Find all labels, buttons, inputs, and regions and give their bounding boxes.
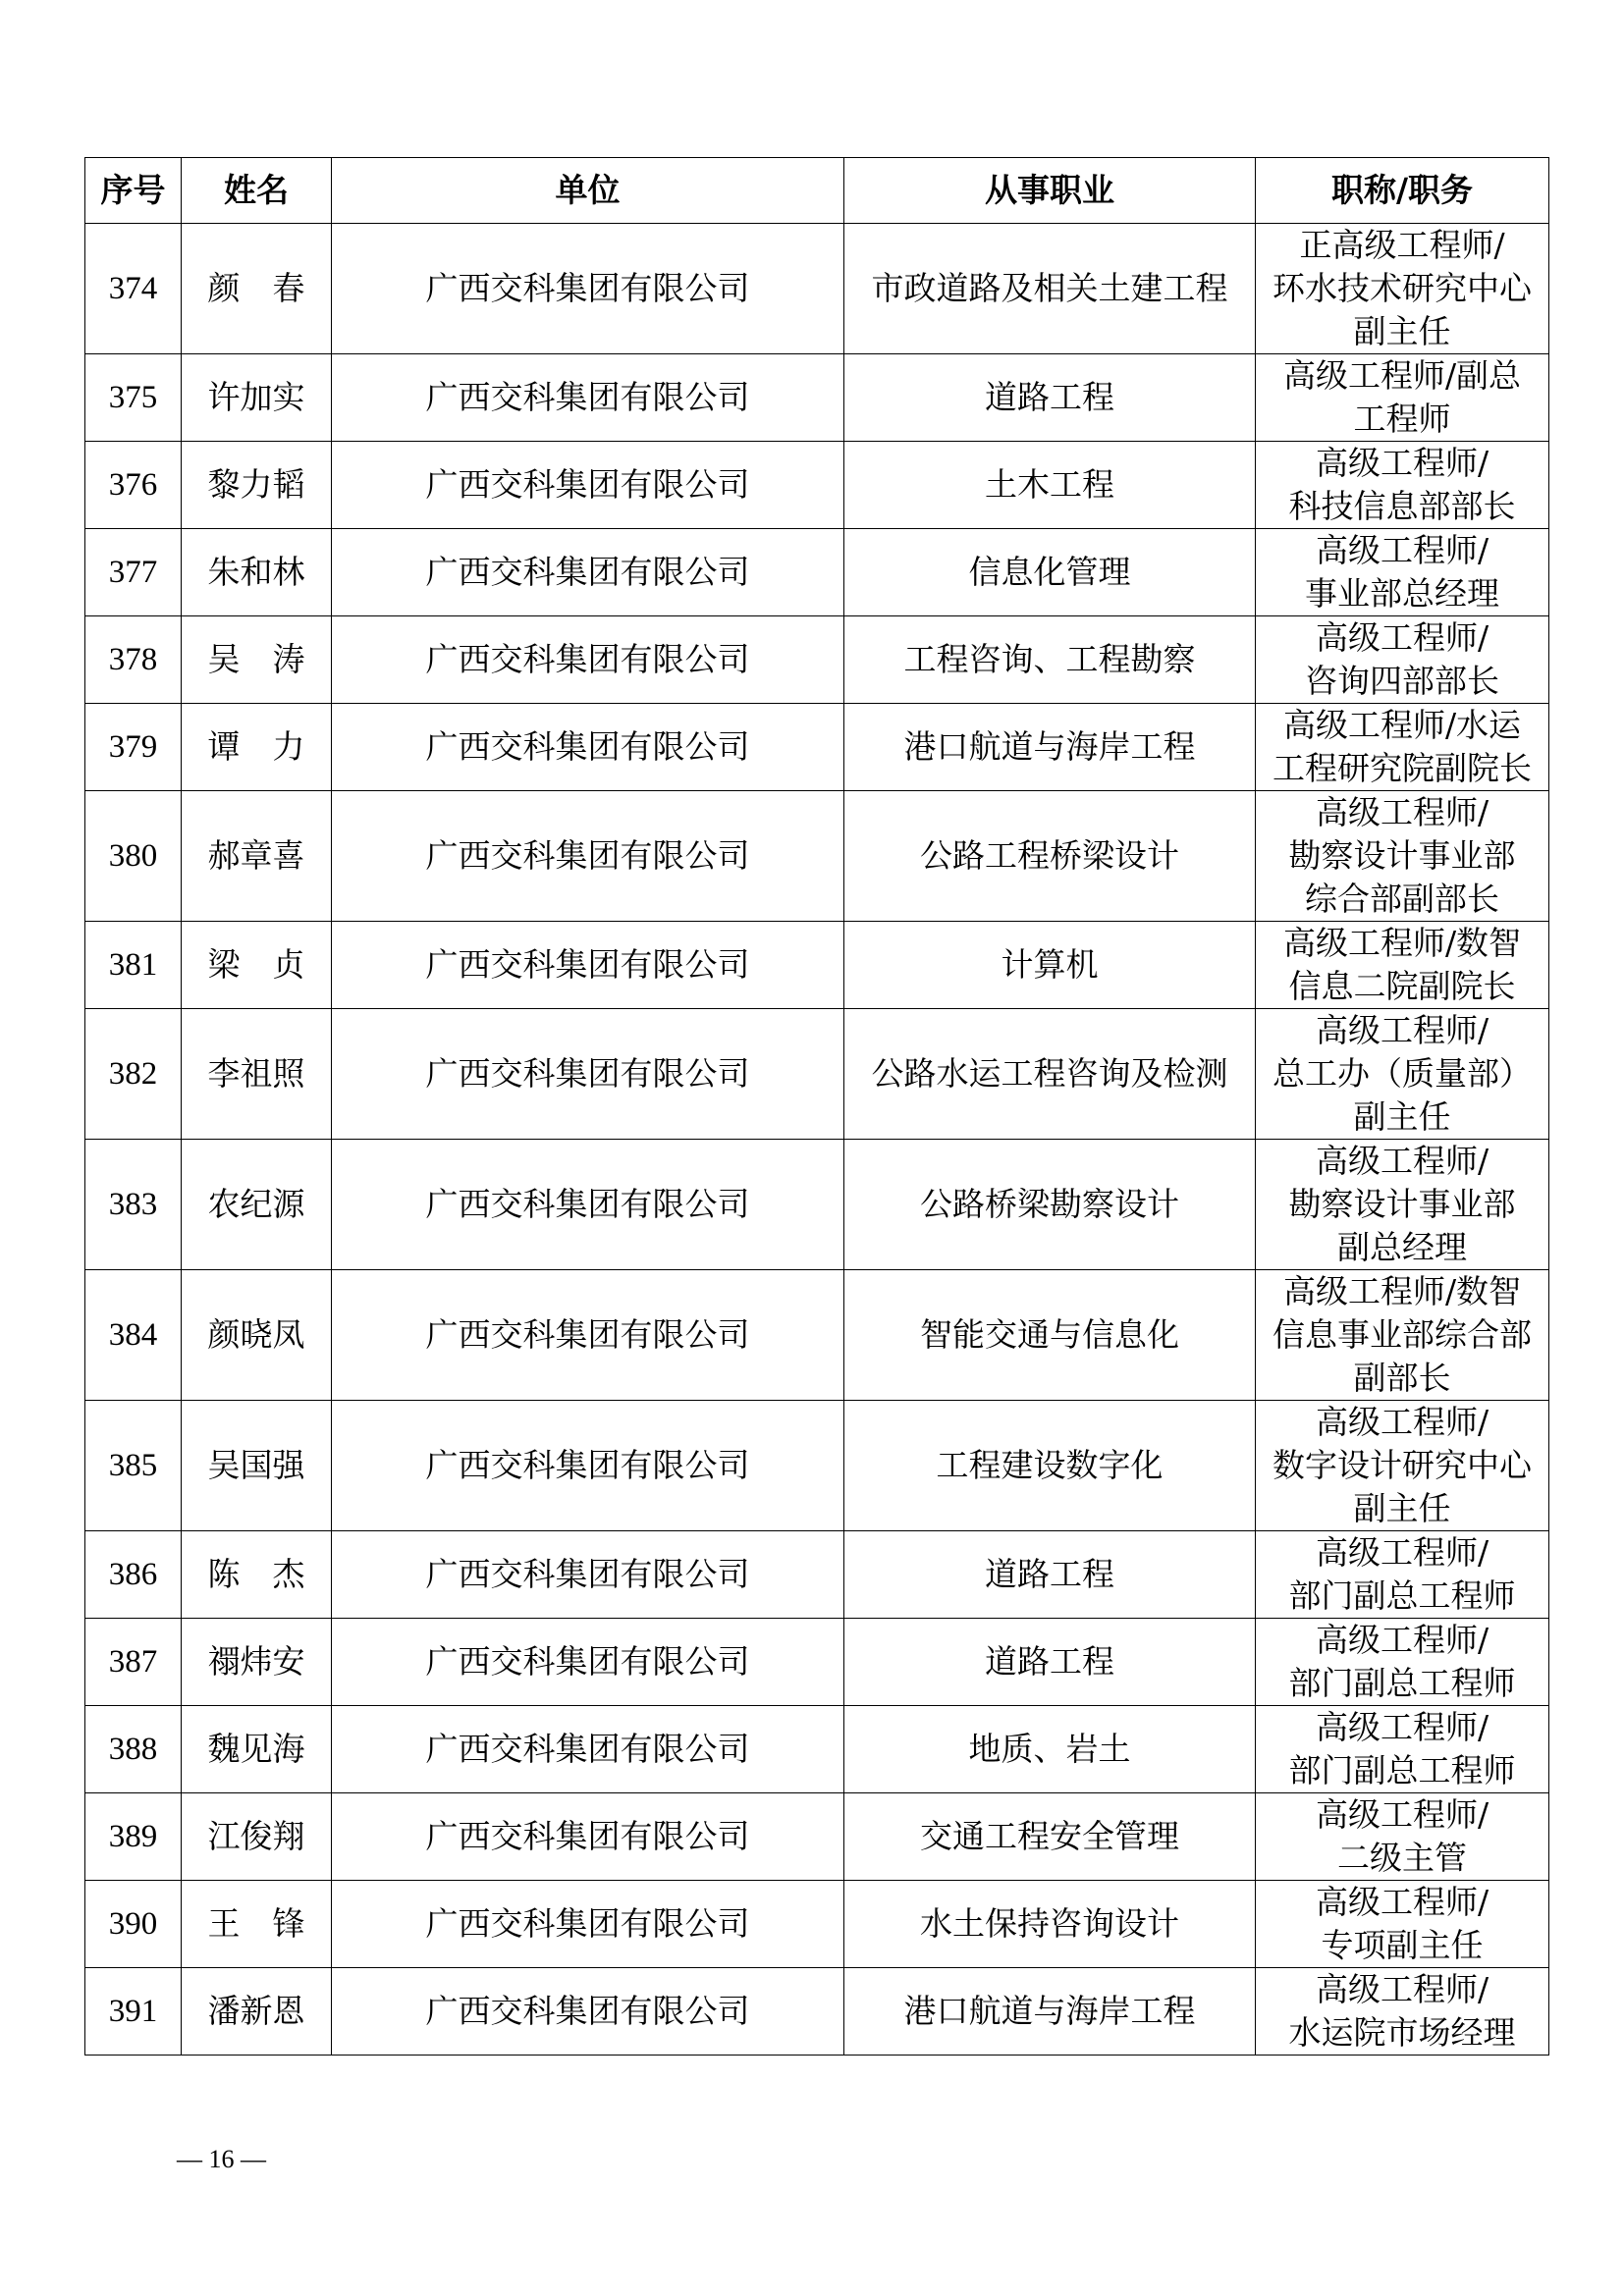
cell-unit: 广西交科集团有限公司 [332,224,844,354]
cell-number: 378 [85,616,182,704]
cell-unit: 广西交科集团有限公司 [332,529,844,616]
cell-title: 高级工程师/ 部门副总工程师 [1256,1531,1549,1619]
cell-title: 高级工程师/副总 工程师 [1256,354,1549,442]
cell-occupation: 地质、岩土 [844,1706,1256,1793]
page-number: — 16 — [177,2145,266,2173]
cell-name: 禤炜安 [182,1619,332,1706]
cell-name: 郝章喜 [182,791,332,922]
cell-occupation: 交通工程安全管理 [844,1793,1256,1881]
cell-title: 高级工程师/ 事业部总经理 [1256,529,1549,616]
cell-unit: 广西交科集团有限公司 [332,1009,844,1140]
cell-number: 383 [85,1140,182,1270]
cell-occupation: 计算机 [844,922,1256,1009]
cell-number: 386 [85,1531,182,1619]
cell-name: 吴国强 [182,1401,332,1531]
cell-occupation: 港口航道与海岸工程 [844,704,1256,791]
cell-occupation: 市政道路及相关土建工程 [844,224,1256,354]
table-row [85,1140,1549,1270]
cell-name: 陈 杰 [182,1531,332,1619]
personnel-table [84,157,1549,2056]
cell-title: 高级工程师/ 二级主管 [1256,1793,1549,1881]
cell-occupation: 水土保持咨询设计 [844,1881,1256,1968]
cell-occupation: 港口航道与海岸工程 [844,1968,1256,2056]
cell-name: 王 锋 [182,1881,332,1968]
cell-unit: 广西交科集团有限公司 [332,1401,844,1531]
cell-title: 正高级工程师/ 环水技术研究中心 副主任 [1256,224,1549,354]
cell-title: 高级工程师/ 勘察设计事业部 副总经理 [1256,1140,1549,1270]
cell-number: 375 [85,354,182,442]
cell-name: 江俊翔 [182,1793,332,1881]
header-name: 姓名 [182,158,332,224]
table-row [85,1401,1549,1531]
cell-occupation: 智能交通与信息化 [844,1270,1256,1401]
cell-unit: 广西交科集团有限公司 [332,791,844,922]
cell-number: 374 [85,224,182,354]
cell-occupation: 土木工程 [844,442,1256,529]
cell-title: 高级工程师/ 总工办（质量部） 副主任 [1256,1009,1549,1140]
cell-unit: 广西交科集团有限公司 [332,442,844,529]
cell-name: 黎力韬 [182,442,332,529]
cell-occupation: 信息化管理 [844,529,1256,616]
table-row [85,922,1549,1009]
table-row [85,529,1549,616]
cell-title: 高级工程师/ 数字设计研究中心 副主任 [1256,1401,1549,1531]
cell-title: 高级工程师/ 咨询四部部长 [1256,616,1549,704]
cell-occupation: 道路工程 [844,1531,1256,1619]
cell-name: 许加实 [182,354,332,442]
cell-number: 382 [85,1009,182,1140]
cell-unit: 广西交科集团有限公司 [332,1531,844,1619]
table-row [85,1009,1549,1140]
cell-number: 387 [85,1619,182,1706]
cell-name: 农纪源 [182,1140,332,1270]
cell-number: 376 [85,442,182,529]
cell-occupation: 公路水运工程咨询及检测 [844,1009,1256,1140]
header-unit: 单位 [332,158,844,224]
cell-name: 魏见海 [182,1706,332,1793]
table-row [85,442,1549,529]
cell-number: 388 [85,1706,182,1793]
header-occupation: 从事职业 [844,158,1256,224]
cell-title: 高级工程师/数智 信息事业部综合部 副部长 [1256,1270,1549,1401]
cell-name: 颜 春 [182,224,332,354]
cell-number: 379 [85,704,182,791]
table-row [85,1619,1549,1706]
cell-title: 高级工程师/ 部门副总工程师 [1256,1619,1549,1706]
table-header-row [85,158,1549,224]
cell-number: 390 [85,1881,182,1968]
cell-name: 吴 涛 [182,616,332,704]
table-row [85,1881,1549,1968]
cell-occupation: 道路工程 [844,354,1256,442]
cell-unit: 广西交科集团有限公司 [332,354,844,442]
cell-title: 高级工程师/数智 信息二院副院长 [1256,922,1549,1009]
cell-title: 高级工程师/ 水运院市场经理 [1256,1968,1549,2056]
cell-name: 潘新恩 [182,1968,332,2056]
cell-unit: 广西交科集团有限公司 [332,1706,844,1793]
cell-unit: 广西交科集团有限公司 [332,1881,844,1968]
table-row [85,224,1549,354]
table-row [85,1270,1549,1401]
cell-unit: 广西交科集团有限公司 [332,1968,844,2056]
header-number: 序号 [85,158,182,224]
cell-occupation: 道路工程 [844,1619,1256,1706]
cell-number: 389 [85,1793,182,1881]
cell-name: 朱和林 [182,529,332,616]
cell-title: 高级工程师/水运 工程研究院副院长 [1256,704,1549,791]
cell-name: 李祖照 [182,1009,332,1140]
cell-occupation: 公路桥梁勘察设计 [844,1140,1256,1270]
table-row [85,616,1549,704]
table-row [85,354,1549,442]
table-row [85,1706,1549,1793]
cell-occupation: 公路工程桥梁设计 [844,791,1256,922]
cell-title: 高级工程师/ 专项副主任 [1256,1881,1549,1968]
cell-number: 384 [85,1270,182,1401]
cell-number: 381 [85,922,182,1009]
cell-number: 385 [85,1401,182,1531]
cell-number: 377 [85,529,182,616]
table-row [85,1531,1549,1619]
cell-unit: 广西交科集团有限公司 [332,1793,844,1881]
cell-number: 391 [85,1968,182,2056]
table-row [85,704,1549,791]
cell-unit: 广西交科集团有限公司 [332,1619,844,1706]
cell-occupation: 工程建设数字化 [844,1401,1256,1531]
cell-number: 380 [85,791,182,922]
cell-unit: 广西交科集团有限公司 [332,1140,844,1270]
cell-name: 谭 力 [182,704,332,791]
cell-occupation: 工程咨询、工程勘察 [844,616,1256,704]
header-title: 职称/职务 [1256,158,1549,224]
table-row [85,1968,1549,2056]
cell-title: 高级工程师/ 科技信息部部长 [1256,442,1549,529]
cell-title: 高级工程师/ 勘察设计事业部 综合部副部长 [1256,791,1549,922]
cell-unit: 广西交科集团有限公司 [332,1270,844,1401]
cell-name: 梁 贞 [182,922,332,1009]
cell-unit: 广西交科集团有限公司 [332,616,844,704]
table-row [85,791,1549,922]
cell-title: 高级工程师/ 部门副总工程师 [1256,1706,1549,1793]
table-row [85,1793,1549,1881]
cell-unit: 广西交科集团有限公司 [332,704,844,791]
cell-name: 颜晓凤 [182,1270,332,1401]
cell-unit: 广西交科集团有限公司 [332,922,844,1009]
